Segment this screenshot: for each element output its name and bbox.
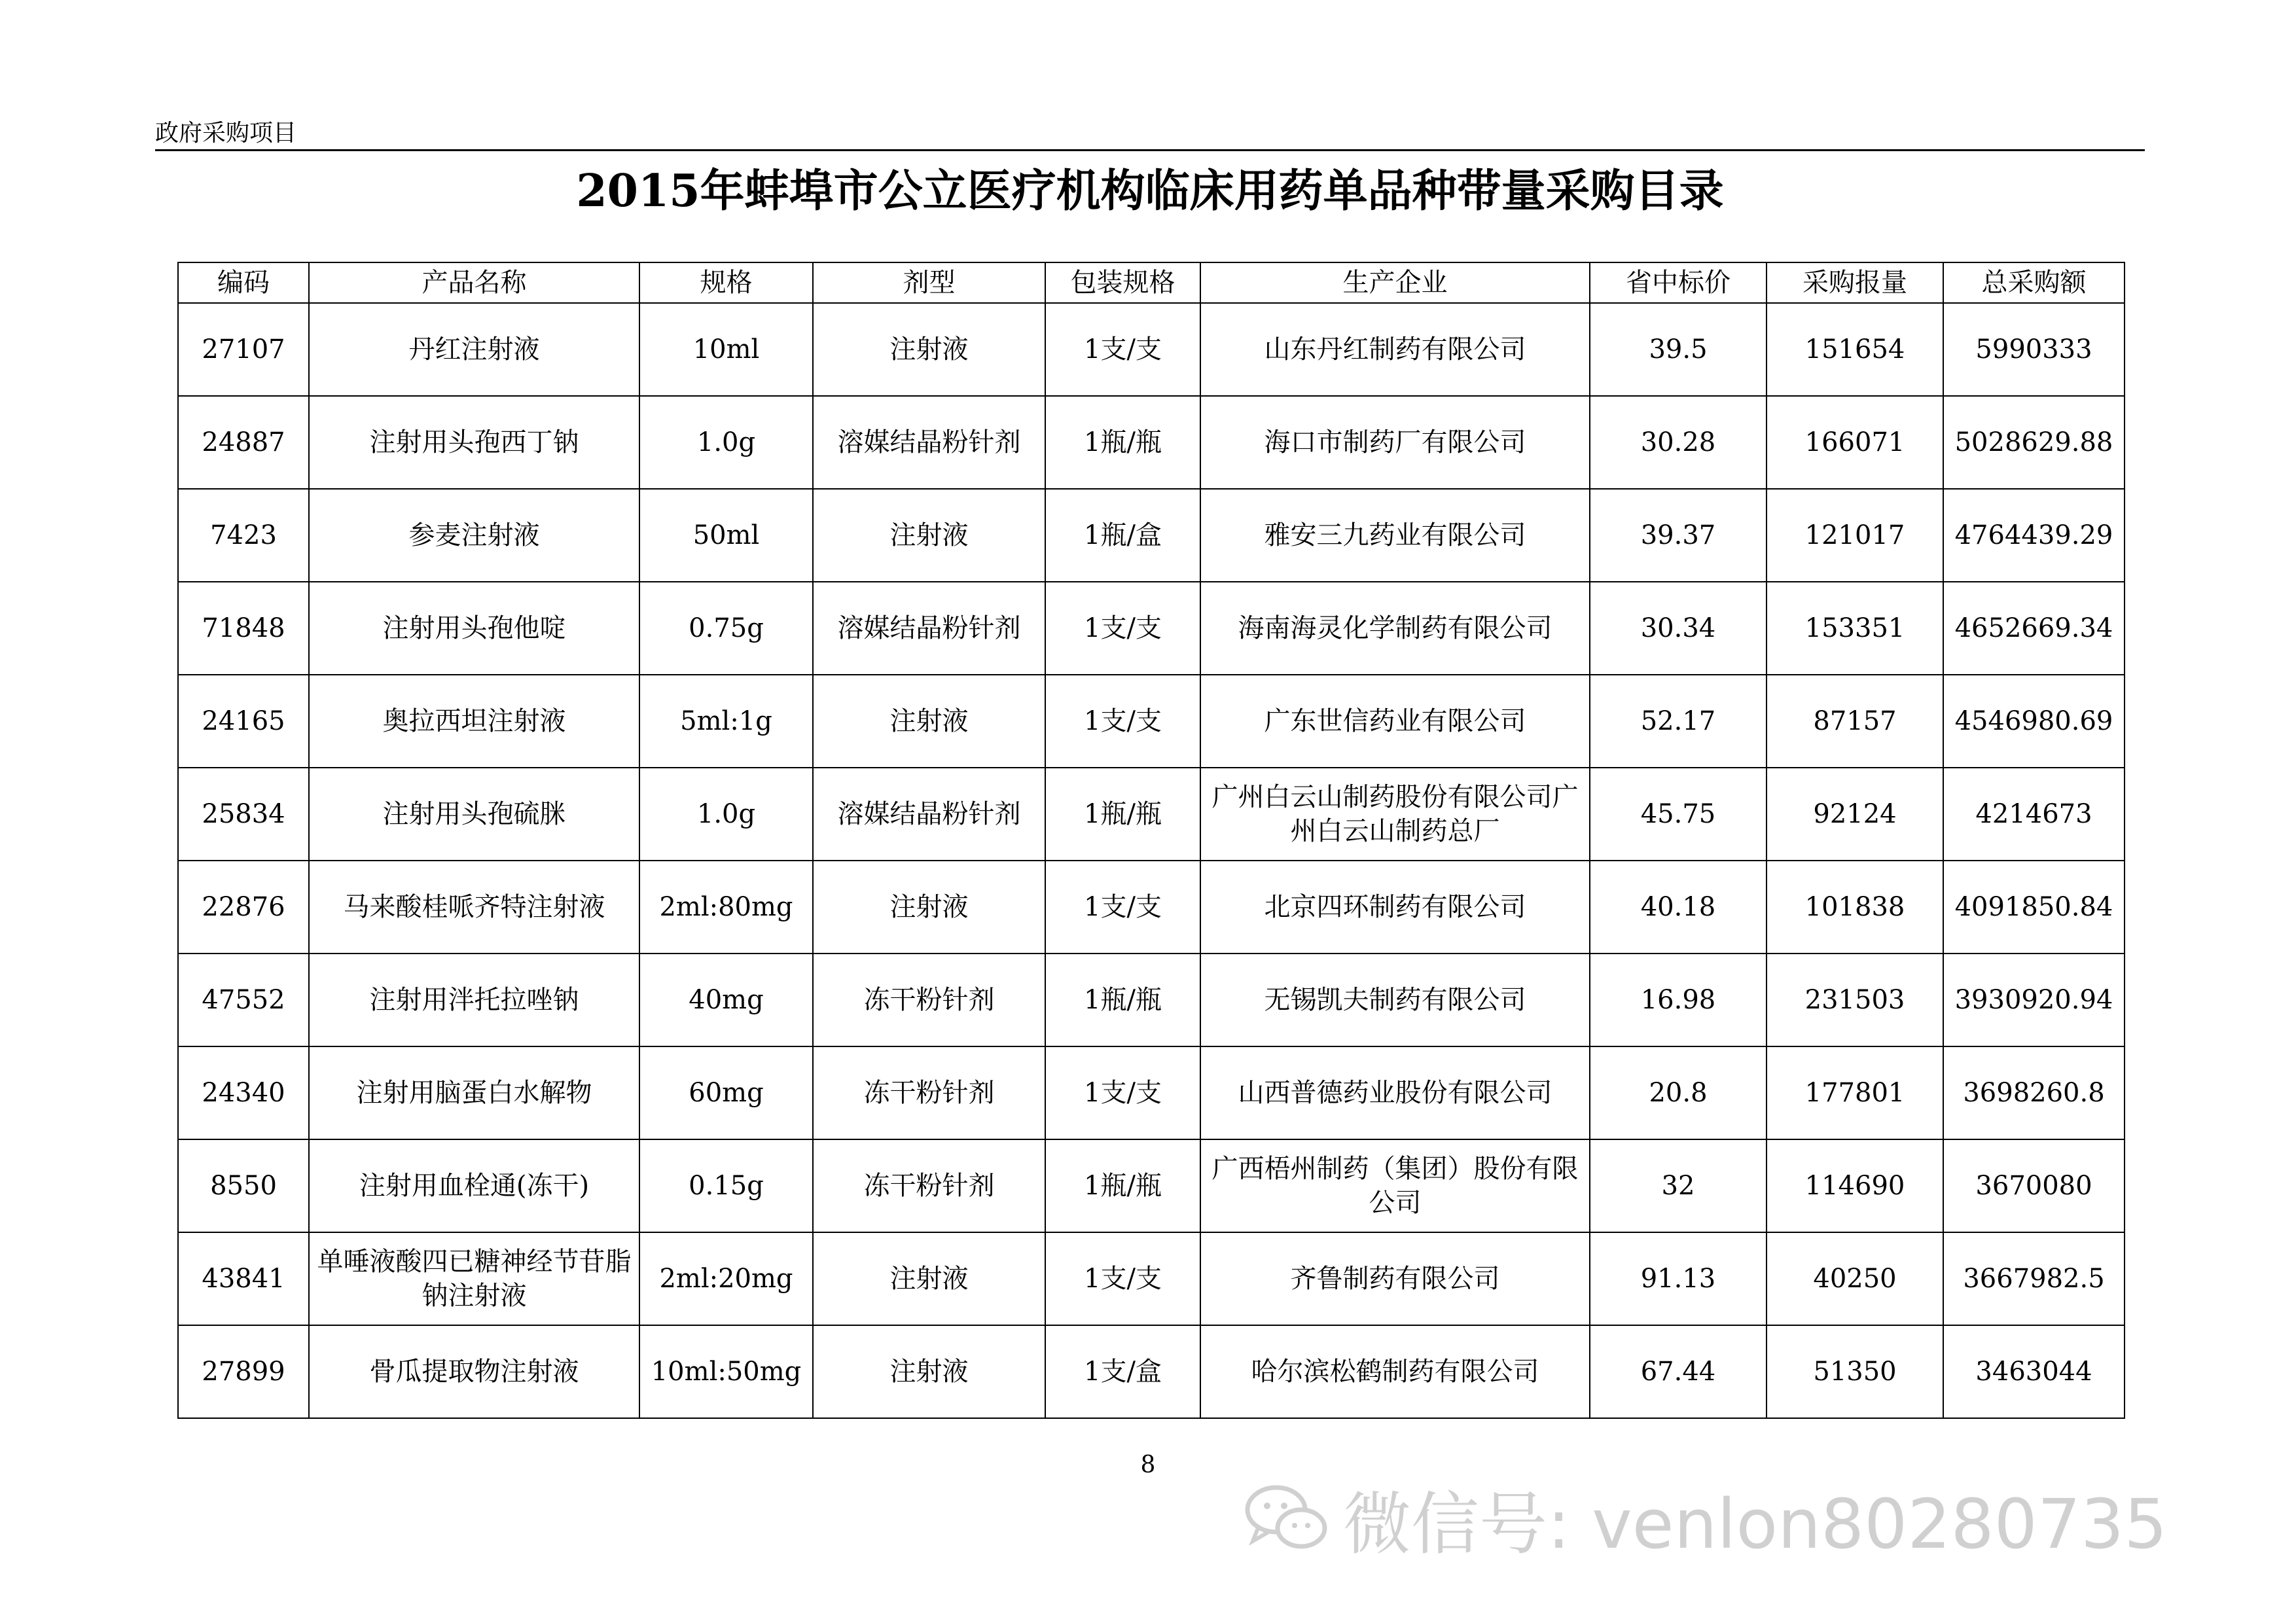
cell-product-name: 马来酸桂哌齐特注射液 bbox=[309, 861, 639, 954]
cell-total: 3930920.94 bbox=[1943, 954, 2125, 1046]
cell-dosage-form: 溶媒结晶粉针剂 bbox=[813, 582, 1045, 675]
cell-code: 7423 bbox=[178, 489, 309, 582]
column-header-product-name: 产品名称 bbox=[309, 262, 639, 303]
cell-product-name: 注射用头孢他啶 bbox=[309, 582, 639, 675]
watermark bbox=[1244, 1472, 2225, 1564]
cell-product-name: 参麦注射液 bbox=[309, 489, 639, 582]
cell-total: 5028629.88 bbox=[1943, 396, 2125, 489]
cell-package: 1支/支 bbox=[1045, 861, 1200, 954]
cell-dosage-form: 注射液 bbox=[813, 489, 1045, 582]
column-header-dosage-form: 剂型 bbox=[813, 262, 1045, 303]
cell-package: 1支/支 bbox=[1045, 303, 1200, 396]
cell-quantity: 92124 bbox=[1767, 768, 1943, 861]
cell-bid-price: 30.34 bbox=[1590, 582, 1767, 675]
cell-code: 22876 bbox=[178, 861, 309, 954]
cell-manufacturer: 山东丹红制药有限公司 bbox=[1200, 303, 1590, 396]
cell-total: 4652669.34 bbox=[1943, 582, 2125, 675]
cell-code: 43841 bbox=[178, 1232, 309, 1325]
cell-product-name: 注射用头孢硫脒 bbox=[309, 768, 639, 861]
cell-spec: 2ml:20mg bbox=[639, 1232, 813, 1325]
cell-total: 3698260.8 bbox=[1943, 1046, 2125, 1139]
wechat-icon bbox=[1244, 1482, 1329, 1554]
cell-package: 1支/盒 bbox=[1045, 1325, 1200, 1418]
cell-spec: 1.0g bbox=[639, 396, 813, 489]
cell-quantity: 153351 bbox=[1767, 582, 1943, 675]
cell-spec: 60mg bbox=[639, 1046, 813, 1139]
cell-spec: 40mg bbox=[639, 954, 813, 1046]
table-header-row bbox=[178, 262, 2125, 303]
table-row bbox=[178, 954, 2125, 1046]
cell-code: 47552 bbox=[178, 954, 309, 1046]
cell-code: 8550 bbox=[178, 1139, 309, 1232]
table-row bbox=[178, 861, 2125, 954]
cell-bid-price: 39.37 bbox=[1590, 489, 1767, 582]
cell-package: 1瓶/盒 bbox=[1045, 489, 1200, 582]
column-header-code: 编码 bbox=[178, 262, 309, 303]
cell-code: 24887 bbox=[178, 396, 309, 489]
cell-quantity: 177801 bbox=[1767, 1046, 1943, 1139]
table-row bbox=[178, 1232, 2125, 1325]
table-row bbox=[178, 1139, 2125, 1232]
cell-bid-price: 20.8 bbox=[1590, 1046, 1767, 1139]
cell-bid-price: 32 bbox=[1590, 1139, 1767, 1232]
cell-dosage-form: 冻干粉针剂 bbox=[813, 1046, 1045, 1139]
cell-quantity: 87157 bbox=[1767, 675, 1943, 768]
cell-total: 4091850.84 bbox=[1943, 861, 2125, 954]
cell-dosage-form: 注射液 bbox=[813, 861, 1045, 954]
cell-total: 4214673 bbox=[1943, 768, 2125, 861]
cell-package: 1瓶/瓶 bbox=[1045, 768, 1200, 861]
column-header-manufacturer: 生产企业 bbox=[1200, 262, 1590, 303]
cell-product-name: 单唾液酸四已糖神经节苷脂钠注射液 bbox=[309, 1232, 639, 1325]
cell-bid-price: 40.18 bbox=[1590, 861, 1767, 954]
cell-total: 4764439.29 bbox=[1943, 489, 2125, 582]
table-row bbox=[178, 1046, 2125, 1139]
cell-spec: 1.0g bbox=[639, 768, 813, 861]
column-header-bid-price: 省中标价 bbox=[1590, 262, 1767, 303]
cell-quantity: 51350 bbox=[1767, 1325, 1943, 1418]
column-header-total: 总采购额 bbox=[1943, 262, 2125, 303]
header-rule bbox=[155, 149, 2145, 151]
cell-dosage-form: 注射液 bbox=[813, 1232, 1045, 1325]
table-row bbox=[178, 303, 2125, 396]
cell-manufacturer: 齐鲁制药有限公司 bbox=[1200, 1232, 1590, 1325]
cell-spec: 0.75g bbox=[639, 582, 813, 675]
column-header-package: 包装规格 bbox=[1045, 262, 1200, 303]
cell-spec: 10ml bbox=[639, 303, 813, 396]
cell-code: 71848 bbox=[178, 582, 309, 675]
cell-manufacturer: 北京四环制药有限公司 bbox=[1200, 861, 1590, 954]
cell-code: 24165 bbox=[178, 675, 309, 768]
cell-dosage-form: 注射液 bbox=[813, 303, 1045, 396]
cell-quantity: 40250 bbox=[1767, 1232, 1943, 1325]
table-row bbox=[178, 768, 2125, 861]
cell-spec: 50ml bbox=[639, 489, 813, 582]
column-header-quantity: 采购报量 bbox=[1767, 262, 1943, 303]
cell-bid-price: 30.28 bbox=[1590, 396, 1767, 489]
cell-package: 1支/支 bbox=[1045, 1232, 1200, 1325]
cell-package: 1瓶/瓶 bbox=[1045, 396, 1200, 489]
cell-quantity: 166071 bbox=[1767, 396, 1943, 489]
cell-manufacturer: 海南海灵化学制药有限公司 bbox=[1200, 582, 1590, 675]
cell-dosage-form: 溶媒结晶粉针剂 bbox=[813, 396, 1045, 489]
cell-manufacturer: 山西普德药业股份有限公司 bbox=[1200, 1046, 1590, 1139]
cell-dosage-form: 冻干粉针剂 bbox=[813, 1139, 1045, 1232]
cell-manufacturer: 广西梧州制药（集团）股份有限公司 bbox=[1200, 1139, 1590, 1232]
cell-quantity: 151654 bbox=[1767, 303, 1943, 396]
cell-product-name: 注射用头孢西丁钠 bbox=[309, 396, 639, 489]
table-row bbox=[178, 1325, 2125, 1418]
document-title: 2015年蚌埠市公立医疗机构临床用药单品种带量采购目录 bbox=[576, 165, 1724, 217]
cell-product-name: 奥拉西坦注射液 bbox=[309, 675, 639, 768]
column-header-spec: 规格 bbox=[639, 262, 813, 303]
cell-product-name: 注射用泮托拉唑钠 bbox=[309, 954, 639, 1046]
cell-package: 1支/支 bbox=[1045, 1046, 1200, 1139]
cell-dosage-form: 注射液 bbox=[813, 675, 1045, 768]
cell-total: 3667982.5 bbox=[1943, 1232, 2125, 1325]
cell-quantity: 101838 bbox=[1767, 861, 1943, 954]
cell-spec: 2ml:80mg bbox=[639, 861, 813, 954]
header-label: 政府采购项目 bbox=[155, 120, 297, 147]
cell-manufacturer: 海口市制药厂有限公司 bbox=[1200, 396, 1590, 489]
cell-spec: 0.15g bbox=[639, 1139, 813, 1232]
cell-product-name: 注射用血栓通(冻干) bbox=[309, 1139, 639, 1232]
cell-bid-price: 91.13 bbox=[1590, 1232, 1767, 1325]
cell-quantity: 114690 bbox=[1767, 1139, 1943, 1232]
cell-dosage-form: 注射液 bbox=[813, 1325, 1045, 1418]
cell-bid-price: 39.5 bbox=[1590, 303, 1767, 396]
cell-bid-price: 16.98 bbox=[1590, 954, 1767, 1046]
cell-code: 27899 bbox=[178, 1325, 309, 1418]
cell-total: 5990333 bbox=[1943, 303, 2125, 396]
table-body bbox=[178, 303, 2125, 1418]
cell-code: 24340 bbox=[178, 1046, 309, 1139]
procurement-table bbox=[177, 262, 2125, 1419]
cell-product-name: 丹红注射液 bbox=[309, 303, 639, 396]
cell-spec: 10ml:50mg bbox=[639, 1325, 813, 1418]
table-row bbox=[178, 675, 2125, 768]
cell-spec: 5ml:1g bbox=[639, 675, 813, 768]
table-row bbox=[178, 396, 2125, 489]
cell-dosage-form: 溶媒结晶粉针剂 bbox=[813, 768, 1045, 861]
cell-package: 1瓶/瓶 bbox=[1045, 1139, 1200, 1232]
watermark-text: 微信号: venlon80280735 bbox=[1343, 1484, 2168, 1564]
table-row bbox=[178, 582, 2125, 675]
page-number: 8 bbox=[1140, 1452, 1156, 1478]
cell-code: 25834 bbox=[178, 768, 309, 861]
cell-manufacturer: 广东世信药业有限公司 bbox=[1200, 675, 1590, 768]
table-row bbox=[178, 489, 2125, 582]
cell-package: 1瓶/瓶 bbox=[1045, 954, 1200, 1046]
cell-package: 1支/支 bbox=[1045, 582, 1200, 675]
cell-product-name: 骨瓜提取物注射液 bbox=[309, 1325, 639, 1418]
cell-product-name: 注射用脑蛋白水解物 bbox=[309, 1046, 639, 1139]
cell-quantity: 231503 bbox=[1767, 954, 1943, 1046]
cell-total: 3670080 bbox=[1943, 1139, 2125, 1232]
cell-manufacturer: 哈尔滨松鹤制药有限公司 bbox=[1200, 1325, 1590, 1418]
cell-manufacturer: 无锡凯夫制药有限公司 bbox=[1200, 954, 1590, 1046]
cell-bid-price: 67.44 bbox=[1590, 1325, 1767, 1418]
cell-package: 1支/支 bbox=[1045, 675, 1200, 768]
cell-bid-price: 45.75 bbox=[1590, 768, 1767, 861]
cell-bid-price: 52.17 bbox=[1590, 675, 1767, 768]
cell-manufacturer: 广州白云山制药股份有限公司广州白云山制药总厂 bbox=[1200, 768, 1590, 861]
cell-quantity: 121017 bbox=[1767, 489, 1943, 582]
cell-dosage-form: 冻干粉针剂 bbox=[813, 954, 1045, 1046]
cell-manufacturer: 雅安三九药业有限公司 bbox=[1200, 489, 1590, 582]
cell-code: 27107 bbox=[178, 303, 309, 396]
cell-total: 4546980.69 bbox=[1943, 675, 2125, 768]
cell-total: 3463044 bbox=[1943, 1325, 2125, 1418]
